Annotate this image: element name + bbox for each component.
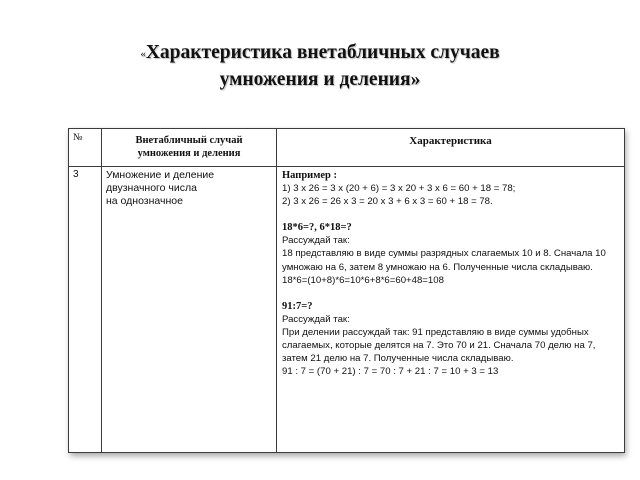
row-case-line-2: двузначного числа bbox=[106, 182, 197, 194]
header-case-line-2: умножения и деления bbox=[137, 148, 241, 159]
example-label: Например : bbox=[282, 170, 337, 181]
header-characteristic: Характеристика bbox=[277, 129, 625, 167]
example-line-1: 1) 3 х 26 = 3 х (20 + 6) = 3 х 20 + 3 х 6 = 60 + 18 = 78; bbox=[282, 183, 516, 195]
row-case-line-3: на однозначное bbox=[106, 195, 183, 207]
task2-text: При делении рассуждай так: 91 представляю в виде суммы удобных слагаемых, которые делятся на 7. Это 70 и 21. Сначала 70 делю на 7, затем 21 делю на 7. Полученные числа складываю. bbox=[282, 326, 596, 365]
title-line-2: умножения и деления» bbox=[219, 69, 421, 90]
task2-heading: 91:7=? bbox=[282, 300, 313, 312]
spacer bbox=[282, 287, 620, 300]
table-header-row bbox=[69, 129, 625, 167]
page-title bbox=[0, 40, 640, 92]
row-case-line-1: Умножение и деление bbox=[106, 169, 215, 181]
row-case bbox=[102, 167, 277, 453]
characteristics-table bbox=[68, 128, 625, 453]
example-line-2: 2) 3 х 26 = 26 х 3 = 20 х 3 + 6 х 3 = 60 + 18 = 78. bbox=[282, 196, 493, 208]
title-line-1 bbox=[0, 40, 640, 67]
task1-heading: 18*6=?, 6*18=? bbox=[282, 222, 352, 234]
task2-reason-label: Рассуждай так: bbox=[282, 313, 350, 325]
row-number: 3 bbox=[69, 167, 102, 453]
table-row bbox=[69, 167, 625, 453]
title-line-1-text: Характеристика внетабличных случаев bbox=[145, 42, 500, 63]
spacer bbox=[282, 208, 620, 221]
header-case-line-1: Внетабличный случай bbox=[135, 135, 243, 146]
task2-formula: 91 : 7 = (70 + 21) : 7 = 70 : 7 + 21 : 7 = 10 + 3 = 13 bbox=[282, 366, 499, 378]
task1-formula: 18*6=(10+8)*6=10*6+8*6=60+48=108 bbox=[282, 274, 444, 286]
title-open-quote: « bbox=[140, 48, 146, 60]
header-number: № bbox=[69, 129, 102, 167]
header-case bbox=[102, 129, 277, 167]
row-characteristic bbox=[277, 167, 625, 453]
characteristics-table-sheet bbox=[68, 128, 624, 453]
task1-reason-label: Рассуждай так: bbox=[282, 235, 350, 247]
task1-text: 18 представляю в виде суммы разрядных слагаемых 10 и 8. Сначала 10 умножаю на 6, затем 8 умножаю на 6. Полученные числа складываю. bbox=[282, 248, 606, 273]
